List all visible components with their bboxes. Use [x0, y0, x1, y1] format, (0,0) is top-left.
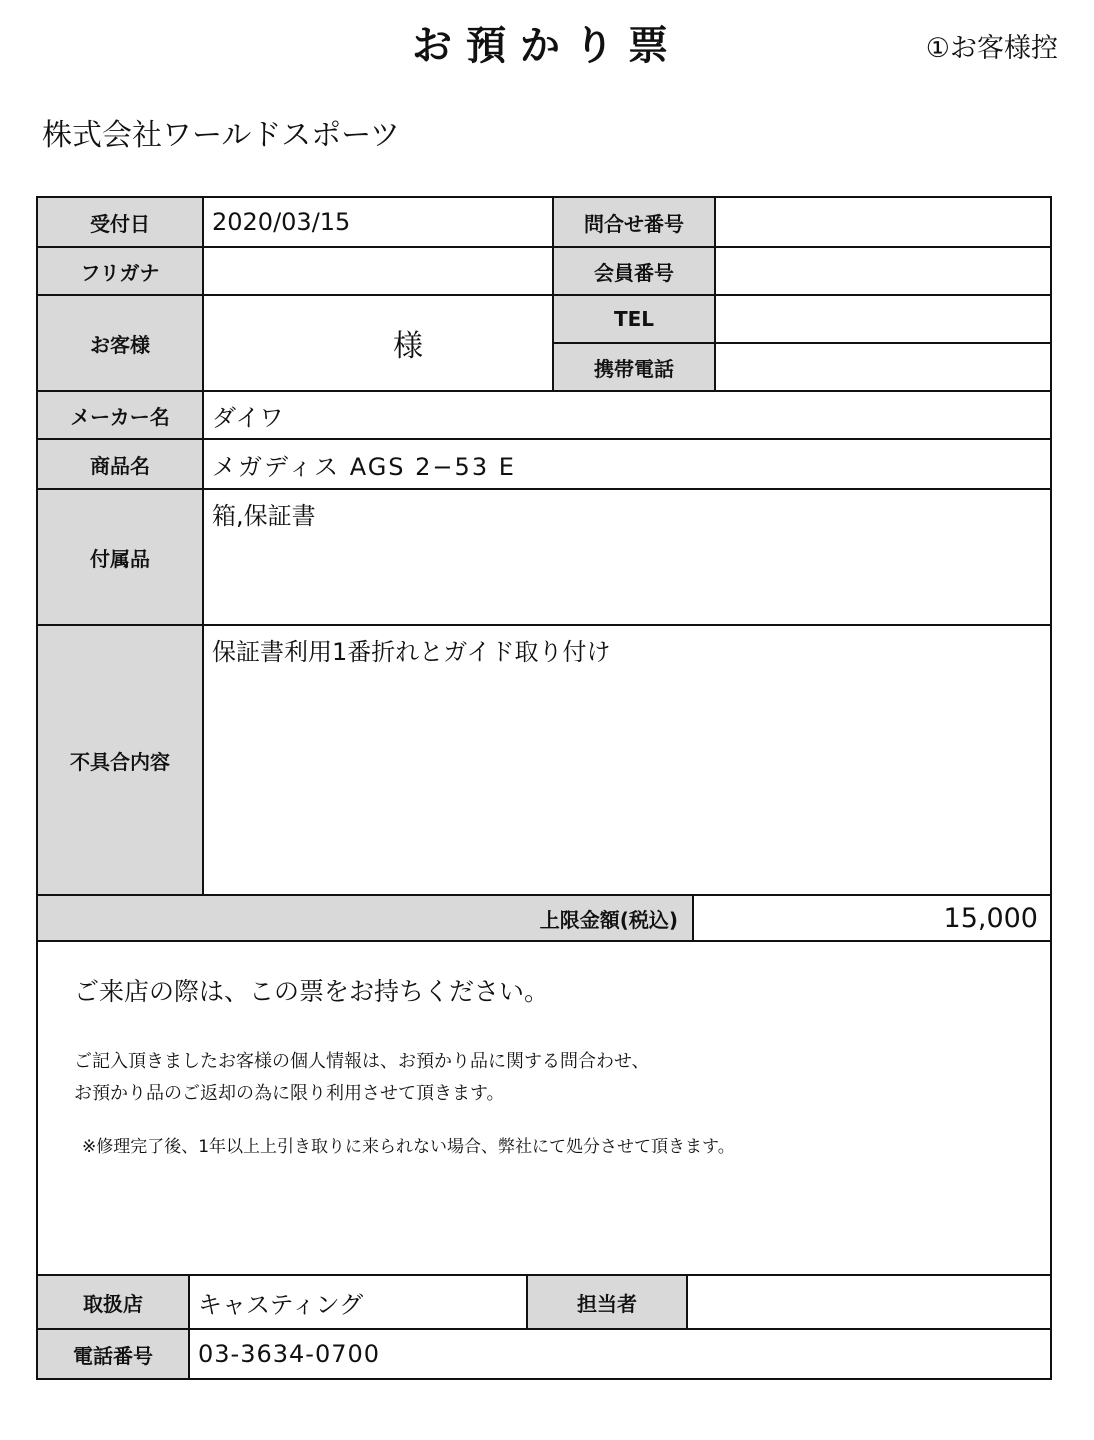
tel-field[interactable] — [716, 296, 1050, 342]
limit-label: 上限金額(税込) — [38, 896, 694, 940]
row-phone — [38, 1330, 1050, 1378]
staff-field[interactable] — [688, 1276, 1050, 1328]
reception-date-field[interactable]: 2020/03/15 — [204, 198, 554, 246]
contact-stack — [554, 296, 1050, 390]
disposal-note: ※修理完了後、1年以上上引き取りに来られない場合、弊社にて処分させて頂きます。 — [82, 1137, 735, 1157]
inquiry-no-field[interactable] — [716, 198, 1050, 246]
defect-field[interactable]: 保証書利用1番折れとガイド取り付け — [212, 638, 611, 666]
mobile-label: 携帯電話 — [554, 344, 716, 390]
shop-field[interactable]: キャスティング — [190, 1276, 528, 1328]
staff-label: 担当者 — [528, 1276, 688, 1328]
notice-section — [38, 942, 1050, 1276]
furigana-label: フリガナ — [38, 248, 204, 294]
member-no-field[interactable] — [716, 248, 1050, 294]
mobile-row — [554, 342, 1050, 390]
row-customer — [38, 296, 1050, 392]
limit-amount-field[interactable]: 15,000 — [694, 896, 1050, 940]
company-name: 株式会社ワールドスポーツ — [42, 118, 400, 153]
maker-label: メーカー名 — [38, 392, 204, 438]
customer-name-field[interactable] — [204, 296, 554, 390]
row-reception — [38, 198, 1050, 248]
accessories-field[interactable]: 箱,保証書 — [212, 502, 316, 530]
defect-label: 不具合内容 — [38, 626, 204, 894]
reception-date-label: 受付日 — [38, 198, 204, 246]
row-maker — [38, 392, 1050, 440]
phone-label: 電話番号 — [38, 1330, 190, 1378]
copy-label: ①お客様控 — [925, 33, 1058, 64]
privacy-line-1: ご記入頂きましたお客様の個人情報は、お預かり品に関する問合わせ、 — [74, 1051, 650, 1072]
member-no-label: 会員番号 — [554, 248, 716, 294]
customer-label: お客様 — [38, 296, 204, 390]
row-product — [38, 440, 1050, 490]
product-label: 商品名 — [38, 440, 204, 488]
row-defect — [38, 626, 1050, 896]
mobile-field[interactable] — [716, 344, 1050, 390]
row-shop — [38, 1276, 1050, 1330]
customer-suffix: 様 — [393, 329, 423, 364]
row-accessories — [38, 490, 1050, 626]
maker-field[interactable]: ダイワ — [212, 403, 284, 432]
notice-main: ご来店の際は、この票をお持ちください。 — [74, 977, 550, 1006]
privacy-text — [74, 1046, 1014, 1110]
shop-label: 取扱店 — [38, 1276, 190, 1328]
row-furigana — [38, 248, 1050, 296]
furigana-field[interactable] — [204, 248, 554, 294]
phone-field[interactable]: 03-3634-0700 — [198, 1340, 381, 1368]
page-title: お預かり票 — [412, 23, 682, 69]
receipt-form — [36, 196, 1052, 1380]
accessories-label: 付属品 — [38, 490, 204, 624]
inquiry-no-label: 問合せ番号 — [554, 198, 716, 246]
row-limit — [38, 896, 1050, 942]
tel-row — [554, 296, 1050, 342]
privacy-line-2: お預かり品のご返却の為に限り利用させて頂きます。 — [74, 1083, 505, 1104]
product-field[interactable]: メガディス AGS 2−53 E — [212, 452, 516, 481]
tel-label: TEL — [554, 296, 716, 342]
